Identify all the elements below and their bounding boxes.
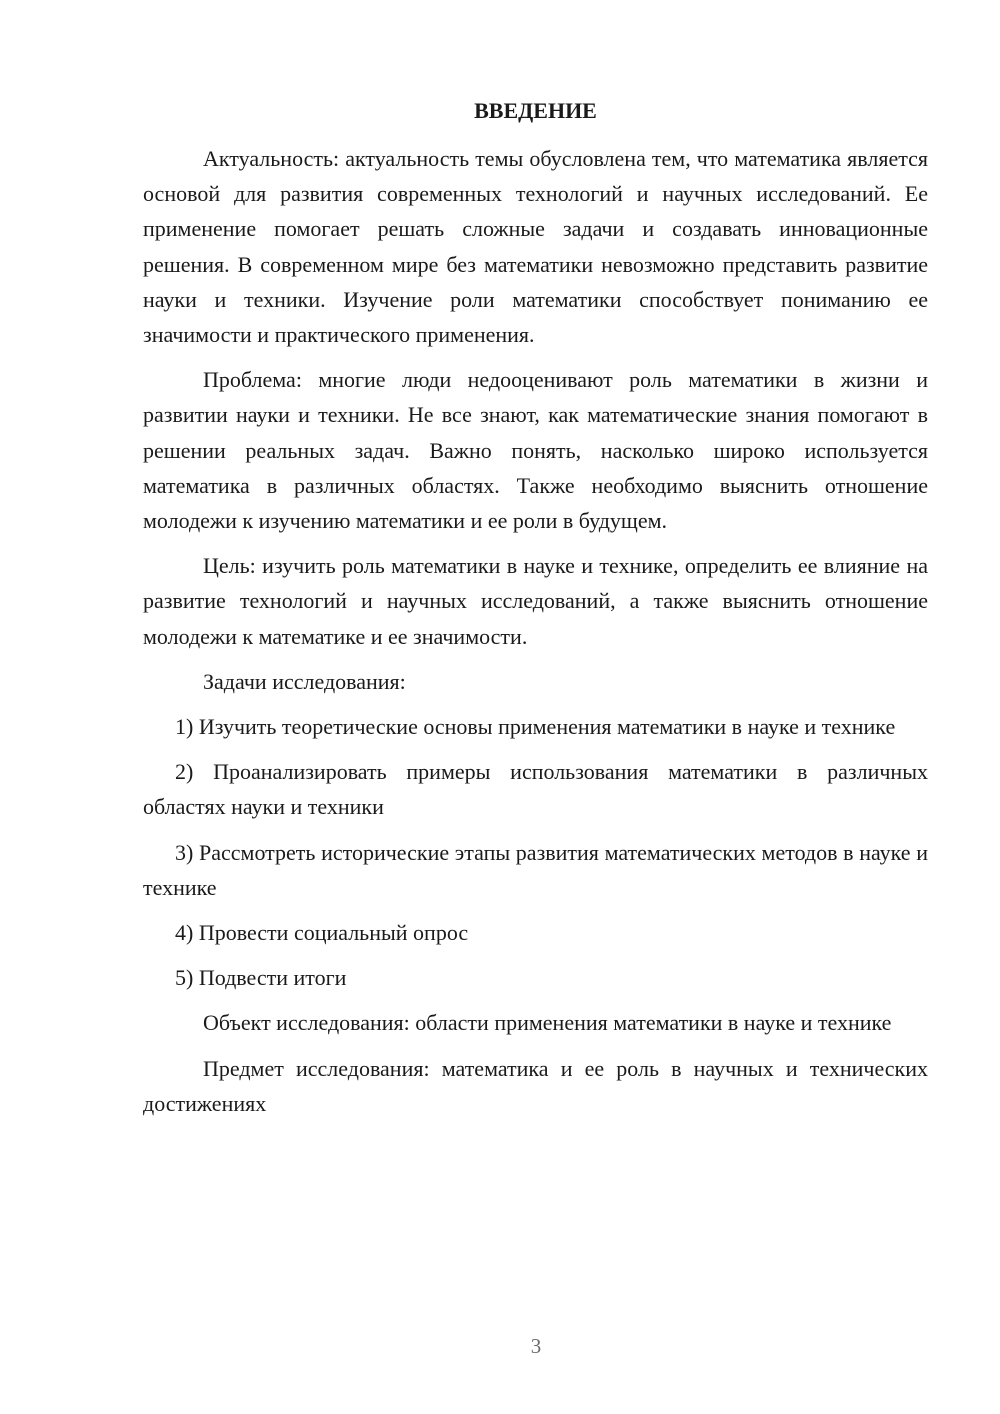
goal-paragraph: Цель: изучить роль математики в науке и технике, определить ее влияние на развитие технологий и научных исследований, а также выяснить отношение молодежи к математике и ее значимости. [143, 553, 928, 649]
task-item-1: 1) Изучить теоретические основы применения математики в науке и технике [175, 714, 896, 740]
task-item-5: 5) Подвести итоги [175, 965, 347, 991]
task-item-3: 3) Рассмотреть исторические этапы развития математических методов в науке и технике [143, 839, 928, 900]
document-page [143, 96, 928, 1131]
task-item-4: 4) Провести социальный опрос [175, 920, 469, 946]
subject-paragraph: Предмет исследования: математика и ее роль в научных и технических достижениях [143, 1055, 928, 1116]
object-paragraph: Объект исследования: области применения математики в науке и технике [203, 1010, 892, 1036]
section-title: ВВЕДЕНИЕ [474, 98, 597, 123]
task-item-2: 2) Проанализировать примеры использования математики в различных областях науки и техники [143, 759, 928, 820]
page-number: 3 [530, 1334, 542, 1358]
relevance-paragraph: Актуальность: актуальность темы обусловлена тем, что математика является основой для развития современных технологий и научных исследований. Ее применение помогает решать сложные задачи и создавать инновационные решения. В современном мире без математики невозможно представить развитие науки и техники. Изучение роли математики способствует пониманию ее значимости и практического применения. [143, 146, 928, 348]
tasks-heading: Задачи исследования: [203, 668, 406, 694]
problem-paragraph: Проблема: многие люди недооценивают роль математики в жизни и развитии науки и техники. Не все знают, как математические знания помогают в решении реальных задач. Важно понять, насколько широко используется математика в различных областях. Также необходимо выяснить отношение молодежи к изучению математики и ее роли в будущем. [143, 367, 928, 534]
